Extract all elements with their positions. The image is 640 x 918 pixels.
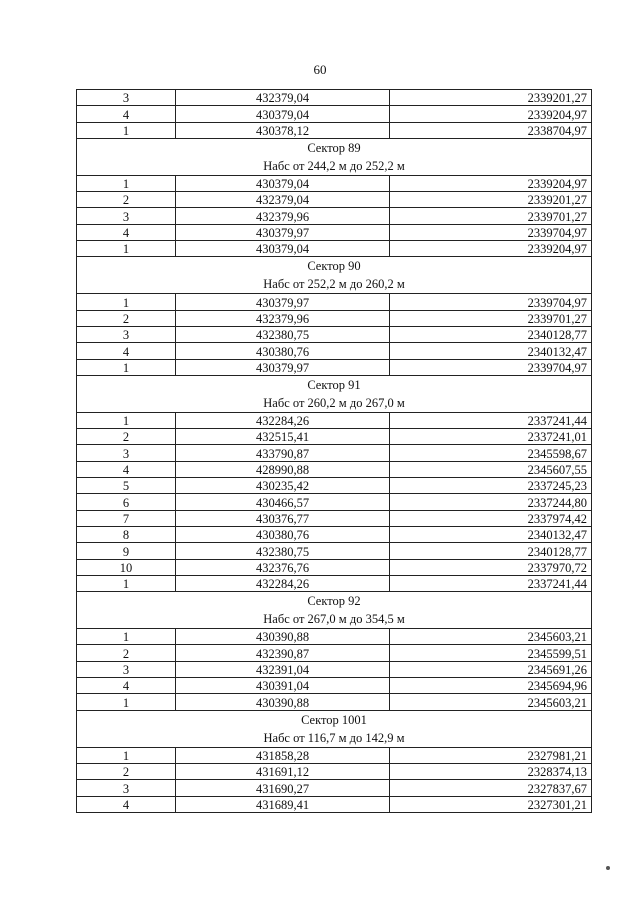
x-coordinate-cell: 432380,75	[176, 326, 390, 342]
point-number-cell: 1	[77, 175, 176, 191]
coordinates-table-body	[77, 90, 592, 813]
y-coordinate-cell: 2337241,01	[390, 429, 592, 445]
table-row	[77, 796, 592, 812]
x-coordinate-cell: 428990,88	[176, 461, 390, 477]
table-row	[77, 294, 592, 310]
y-coordinate-cell: 2328374,13	[390, 763, 592, 779]
point-number-cell: 1	[77, 747, 176, 763]
x-coordinate-cell: 430380,76	[176, 343, 390, 359]
point-number-cell: 1	[77, 122, 176, 138]
table-row	[77, 208, 592, 224]
x-coordinate-cell: 432515,41	[176, 429, 390, 445]
table-row	[77, 478, 592, 494]
point-number-cell: 3	[77, 326, 176, 342]
table-row	[77, 326, 592, 342]
y-coordinate-cell: 2345691,26	[390, 661, 592, 677]
table-row	[77, 763, 592, 779]
y-coordinate-cell: 2345598,67	[390, 445, 592, 461]
point-number-cell: 1	[77, 575, 176, 591]
point-number-cell: 3	[77, 661, 176, 677]
point-number-cell: 1	[77, 241, 176, 257]
point-number-cell: 3	[77, 208, 176, 224]
y-coordinate-cell: 2340132,47	[390, 343, 592, 359]
y-coordinate-cell: 2339201,27	[390, 192, 592, 208]
sector-height-range: Набс от 244,2 м до 252,2 м	[263, 158, 405, 173]
y-coordinate-cell: 2338704,97	[390, 122, 592, 138]
y-coordinate-cell: 2345694,96	[390, 678, 592, 694]
sector-title: Сектор 89	[307, 140, 361, 155]
sector-header-cell	[77, 592, 592, 629]
sector-header-cell	[77, 138, 592, 175]
sector-height-range: Набс от 116,7 м до 142,9 м	[263, 730, 405, 745]
x-coordinate-cell: 430379,04	[176, 175, 390, 191]
table-row	[77, 575, 592, 591]
table-row	[77, 494, 592, 510]
table-row	[77, 310, 592, 326]
table-row	[77, 661, 592, 677]
point-number-cell: 4	[77, 224, 176, 240]
table-row	[77, 343, 592, 359]
x-coordinate-cell: 432390,87	[176, 645, 390, 661]
table-row	[77, 175, 592, 191]
sector-header-row	[77, 710, 592, 747]
y-coordinate-cell: 2327981,21	[390, 747, 592, 763]
sector-title: Сектор 92	[307, 594, 361, 609]
table-row	[77, 359, 592, 375]
sector-header-row	[77, 138, 592, 175]
table-row	[77, 106, 592, 122]
table-row	[77, 461, 592, 477]
table-row	[77, 241, 592, 257]
table-row	[77, 747, 592, 763]
x-coordinate-cell: 431690,27	[176, 780, 390, 796]
point-number-cell: 1	[77, 694, 176, 710]
point-number-cell: 6	[77, 494, 176, 510]
x-coordinate-cell: 432391,04	[176, 661, 390, 677]
x-coordinate-cell: 430390,88	[176, 629, 390, 645]
x-coordinate-cell: 431691,12	[176, 763, 390, 779]
table-row	[77, 559, 592, 575]
x-coordinate-cell: 432379,96	[176, 208, 390, 224]
x-coordinate-cell: 430391,04	[176, 678, 390, 694]
point-number-cell: 9	[77, 543, 176, 559]
y-coordinate-cell: 2345603,21	[390, 629, 592, 645]
sector-header-row	[77, 375, 592, 412]
table-row	[77, 543, 592, 559]
x-coordinate-cell: 430378,12	[176, 122, 390, 138]
y-coordinate-cell: 2327837,67	[390, 780, 592, 796]
sector-title: Сектор 91	[307, 377, 361, 392]
table-row	[77, 192, 592, 208]
x-coordinate-cell: 432379,96	[176, 310, 390, 326]
x-coordinate-cell: 430235,42	[176, 478, 390, 494]
sector-header-row	[77, 257, 592, 294]
point-number-cell: 1	[77, 629, 176, 645]
sector-header-cell	[77, 257, 592, 294]
sector-header-row	[77, 592, 592, 629]
page-number: 60	[313, 62, 327, 77]
point-number-cell: 2	[77, 429, 176, 445]
sector-header-cell	[77, 710, 592, 747]
table-row	[77, 678, 592, 694]
table-row	[77, 90, 592, 106]
x-coordinate-cell: 430379,97	[176, 359, 390, 375]
y-coordinate-cell: 2337970,72	[390, 559, 592, 575]
y-coordinate-cell: 2337241,44	[390, 412, 592, 428]
table-row	[77, 445, 592, 461]
point-number-cell: 2	[77, 310, 176, 326]
y-coordinate-cell: 2340128,77	[390, 543, 592, 559]
point-number-cell: 2	[77, 645, 176, 661]
x-coordinate-cell: 430390,88	[176, 694, 390, 710]
point-number-cell: 1	[77, 294, 176, 310]
point-number-cell: 7	[77, 510, 176, 526]
x-coordinate-cell: 433790,87	[176, 445, 390, 461]
x-coordinate-cell: 432376,76	[176, 559, 390, 575]
table-row	[77, 429, 592, 445]
point-number-cell: 4	[77, 106, 176, 122]
point-number-cell: 3	[77, 445, 176, 461]
point-number-cell: 1	[77, 412, 176, 428]
point-number-cell: 3	[77, 90, 176, 106]
y-coordinate-cell: 2340128,77	[390, 326, 592, 342]
y-coordinate-cell: 2337974,42	[390, 510, 592, 526]
scan-mark	[606, 866, 610, 870]
x-coordinate-cell: 431858,28	[176, 747, 390, 763]
table-row	[77, 122, 592, 138]
y-coordinate-cell: 2339204,97	[390, 241, 592, 257]
sector-height-range: Набс от 260,2 м до 267,0 м	[263, 395, 405, 410]
sector-title: Сектор 90	[307, 259, 361, 274]
x-coordinate-cell: 430379,97	[176, 224, 390, 240]
table-row	[77, 645, 592, 661]
sector-height-range: Набс от 252,2 м до 260,2 м	[263, 277, 405, 292]
table-row	[77, 694, 592, 710]
x-coordinate-cell: 430379,97	[176, 294, 390, 310]
y-coordinate-cell: 2339704,97	[390, 359, 592, 375]
x-coordinate-cell: 432379,04	[176, 90, 390, 106]
x-coordinate-cell: 430376,77	[176, 510, 390, 526]
table-row	[77, 224, 592, 240]
point-number-cell: 10	[77, 559, 176, 575]
table-row	[77, 780, 592, 796]
point-number-cell: 2	[77, 192, 176, 208]
x-coordinate-cell: 430380,76	[176, 526, 390, 542]
x-coordinate-cell: 430379,04	[176, 241, 390, 257]
table-row	[77, 629, 592, 645]
x-coordinate-cell: 432284,26	[176, 412, 390, 428]
table-row	[77, 510, 592, 526]
x-coordinate-cell: 431689,41	[176, 796, 390, 812]
y-coordinate-cell: 2340132,47	[390, 526, 592, 542]
y-coordinate-cell: 2339704,97	[390, 294, 592, 310]
y-coordinate-cell: 2345603,21	[390, 694, 592, 710]
y-coordinate-cell: 2337241,44	[390, 575, 592, 591]
y-coordinate-cell: 2339701,27	[390, 208, 592, 224]
sector-header-cell	[77, 375, 592, 412]
point-number-cell: 4	[77, 678, 176, 694]
x-coordinate-cell: 432380,75	[176, 543, 390, 559]
x-coordinate-cell: 430379,04	[176, 106, 390, 122]
y-coordinate-cell: 2337245,23	[390, 478, 592, 494]
point-number-cell: 1	[77, 359, 176, 375]
y-coordinate-cell: 2339204,97	[390, 106, 592, 122]
point-number-cell: 8	[77, 526, 176, 542]
x-coordinate-cell: 430466,57	[176, 494, 390, 510]
y-coordinate-cell: 2339201,27	[390, 90, 592, 106]
sector-height-range: Набс от 267,0 м до 354,5 м	[263, 612, 405, 627]
point-number-cell: 3	[77, 780, 176, 796]
point-number-cell: 5	[77, 478, 176, 494]
y-coordinate-cell: 2345599,51	[390, 645, 592, 661]
point-number-cell: 4	[77, 343, 176, 359]
x-coordinate-cell: 432379,04	[176, 192, 390, 208]
y-coordinate-cell: 2339704,97	[390, 224, 592, 240]
coordinates-table	[76, 89, 592, 813]
table-row	[77, 526, 592, 542]
y-coordinate-cell: 2345607,55	[390, 461, 592, 477]
y-coordinate-cell: 2339701,27	[390, 310, 592, 326]
point-number-cell: 4	[77, 461, 176, 477]
point-number-cell: 4	[77, 796, 176, 812]
y-coordinate-cell: 2339204,97	[390, 175, 592, 191]
table-row	[77, 412, 592, 428]
x-coordinate-cell: 432284,26	[176, 575, 390, 591]
y-coordinate-cell: 2337244,80	[390, 494, 592, 510]
sector-title: Сектор 1001	[301, 712, 367, 727]
y-coordinate-cell: 2327301,21	[390, 796, 592, 812]
point-number-cell: 2	[77, 763, 176, 779]
